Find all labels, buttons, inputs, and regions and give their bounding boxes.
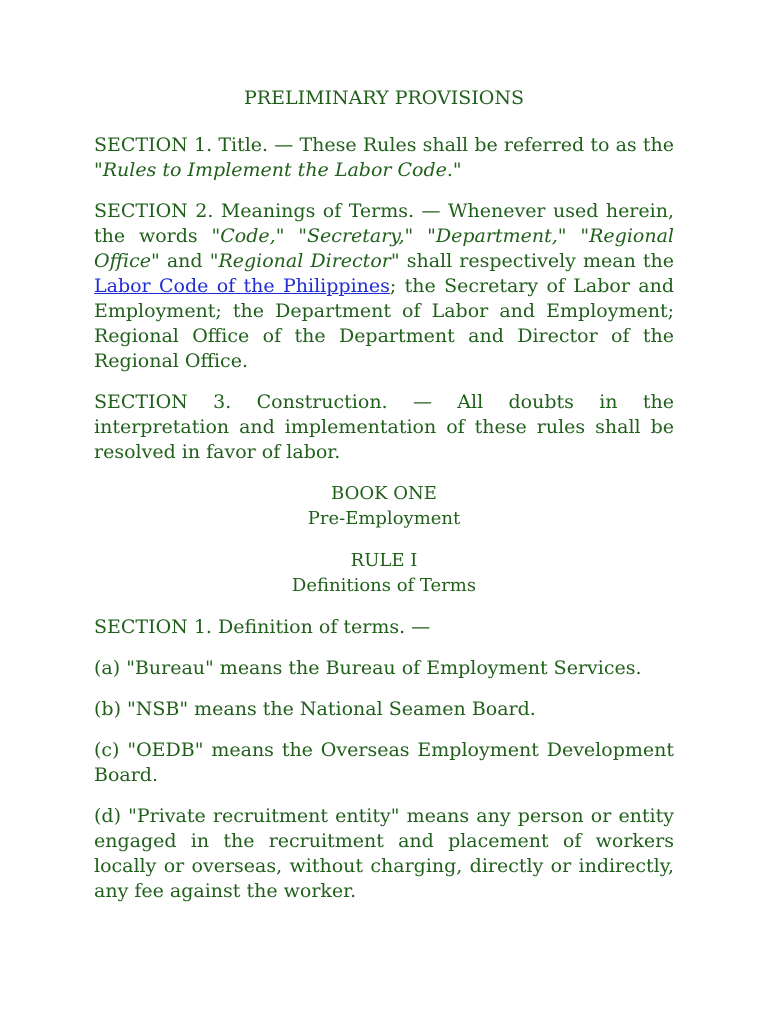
book-title: BOOK ONE [331, 483, 437, 504]
page-title: PRELIMINARY PROVISIONS [244, 87, 524, 109]
definition-b: (b) "NSB" means the National Seamen Board. [94, 698, 536, 720]
rule-section-1-heading: SECTION 1. Definition of terms. — [94, 616, 431, 638]
rule-subtitle: Definitions of Terms [291, 575, 477, 596]
labor-code-link[interactable]: Labor Code of the Philippines [94, 275, 390, 297]
term-code: "Code," [211, 225, 285, 247]
term-regional-office: "Regional Office" [94, 225, 674, 272]
section-2-tail: ; the Secretary of Labor and Employment; the Department of Labor and Employment; Regional Office of the Department and Director of the Regional Office. [94, 275, 674, 372]
section-1-paragraph [94, 133, 674, 183]
term-secretary: "Secretary," [298, 225, 414, 247]
and-word: and [166, 250, 203, 272]
section-1-text: SECTION 1. Title. — These Rules shall be referred to as the [94, 134, 674, 156]
book-heading [94, 481, 674, 531]
section-1-italic-title: "Rules to Implement the Labor Code." [94, 159, 462, 181]
term-regional-director: "Regional Director" [209, 250, 400, 272]
definition-a: (a) "Bureau" means the Bureau of Employment Services. [94, 657, 642, 679]
section-2-lead: SECTION 2. Meanings of Terms. — Whenever used herein, the words [94, 200, 674, 247]
section-2-middle: shall respectively mean the [406, 250, 675, 272]
term-department: "Department," [427, 225, 567, 247]
definition-c: (c) "OEDB" means the Overseas Employment Development Board. [94, 739, 674, 786]
book-subtitle: Pre-Employment [307, 508, 461, 529]
rule-heading [94, 548, 674, 598]
section-3-paragraph: SECTION 3. Construction. — All doubts in the interpretation and implementation of these rules shall be resolved in favor of labor. [94, 391, 674, 463]
definition-d: (d) "Private recruitment entity" means any person or entity engaged in the recruitment and placement of workers locally or overseas, without charging, directly or indirectly, any fee against the worker. [94, 805, 674, 902]
rule-title: RULE I [350, 550, 418, 571]
section-2-paragraph [94, 199, 674, 374]
